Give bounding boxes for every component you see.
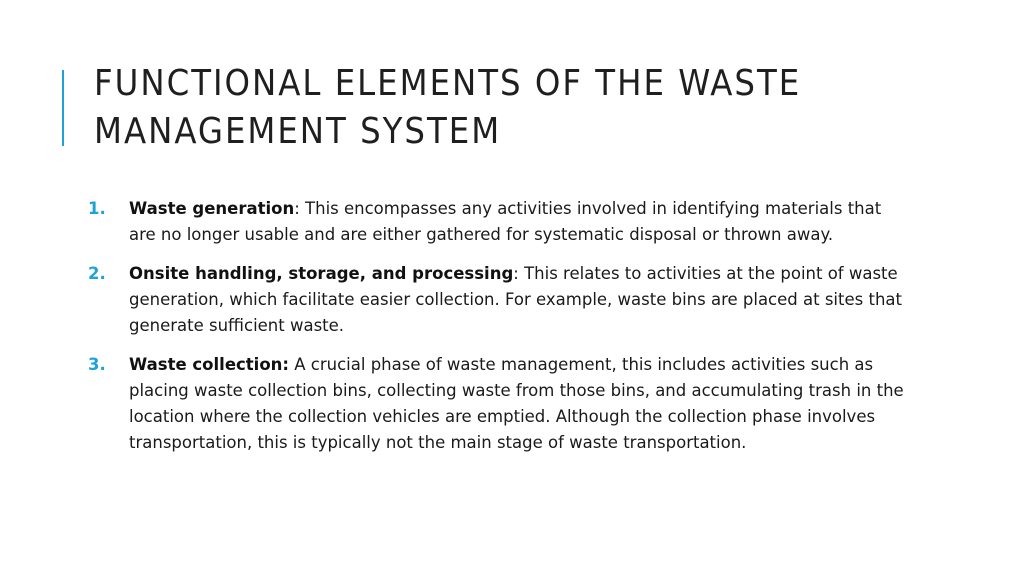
list-item-term: Onsite handling, storage, and processing bbox=[129, 264, 514, 283]
list-item-text: A crucial phase of waste management, this includes activities such as placing waste collection bins, collecting waste from those bins, and accumulating trash in the location where the collection vehicles are emptied. Although the collection phase involves transportation, this is typically not the main stage of waste transportation. bbox=[129, 355, 904, 452]
slide-title bbox=[94, 60, 974, 156]
list-item-number: 1. bbox=[88, 199, 106, 218]
list-item-waste-generation bbox=[88, 196, 908, 248]
title-accent-bar bbox=[62, 70, 64, 146]
list-item-number: 2. bbox=[88, 264, 106, 283]
list-item-onsite-handling bbox=[88, 261, 908, 339]
slide-title-line-2: MANAGEMENT SYSTEM bbox=[94, 111, 502, 152]
list-item-separator: : bbox=[513, 264, 519, 283]
list-item-term: Waste generation bbox=[129, 199, 295, 218]
slide-title-line-1: FUNCTIONAL ELEMENTS OF THE WASTE bbox=[94, 63, 802, 104]
list-item-number: 3. bbox=[88, 355, 106, 374]
list-item-term: Waste collection: bbox=[129, 355, 290, 374]
list-item-text: This encompasses any activities involved in identifying materials that are no longer usable and are either gathered for systematic disposal or thrown away. bbox=[129, 199, 882, 244]
list-item-separator: : bbox=[294, 199, 300, 218]
list-item-text: This relates to activities at the point of waste generation, which facilitate easier collection. For example, waste bins are placed at sites that generate sufficient waste. bbox=[129, 264, 902, 335]
functional-elements-list bbox=[88, 196, 908, 469]
list-item-waste-collection bbox=[88, 352, 908, 456]
